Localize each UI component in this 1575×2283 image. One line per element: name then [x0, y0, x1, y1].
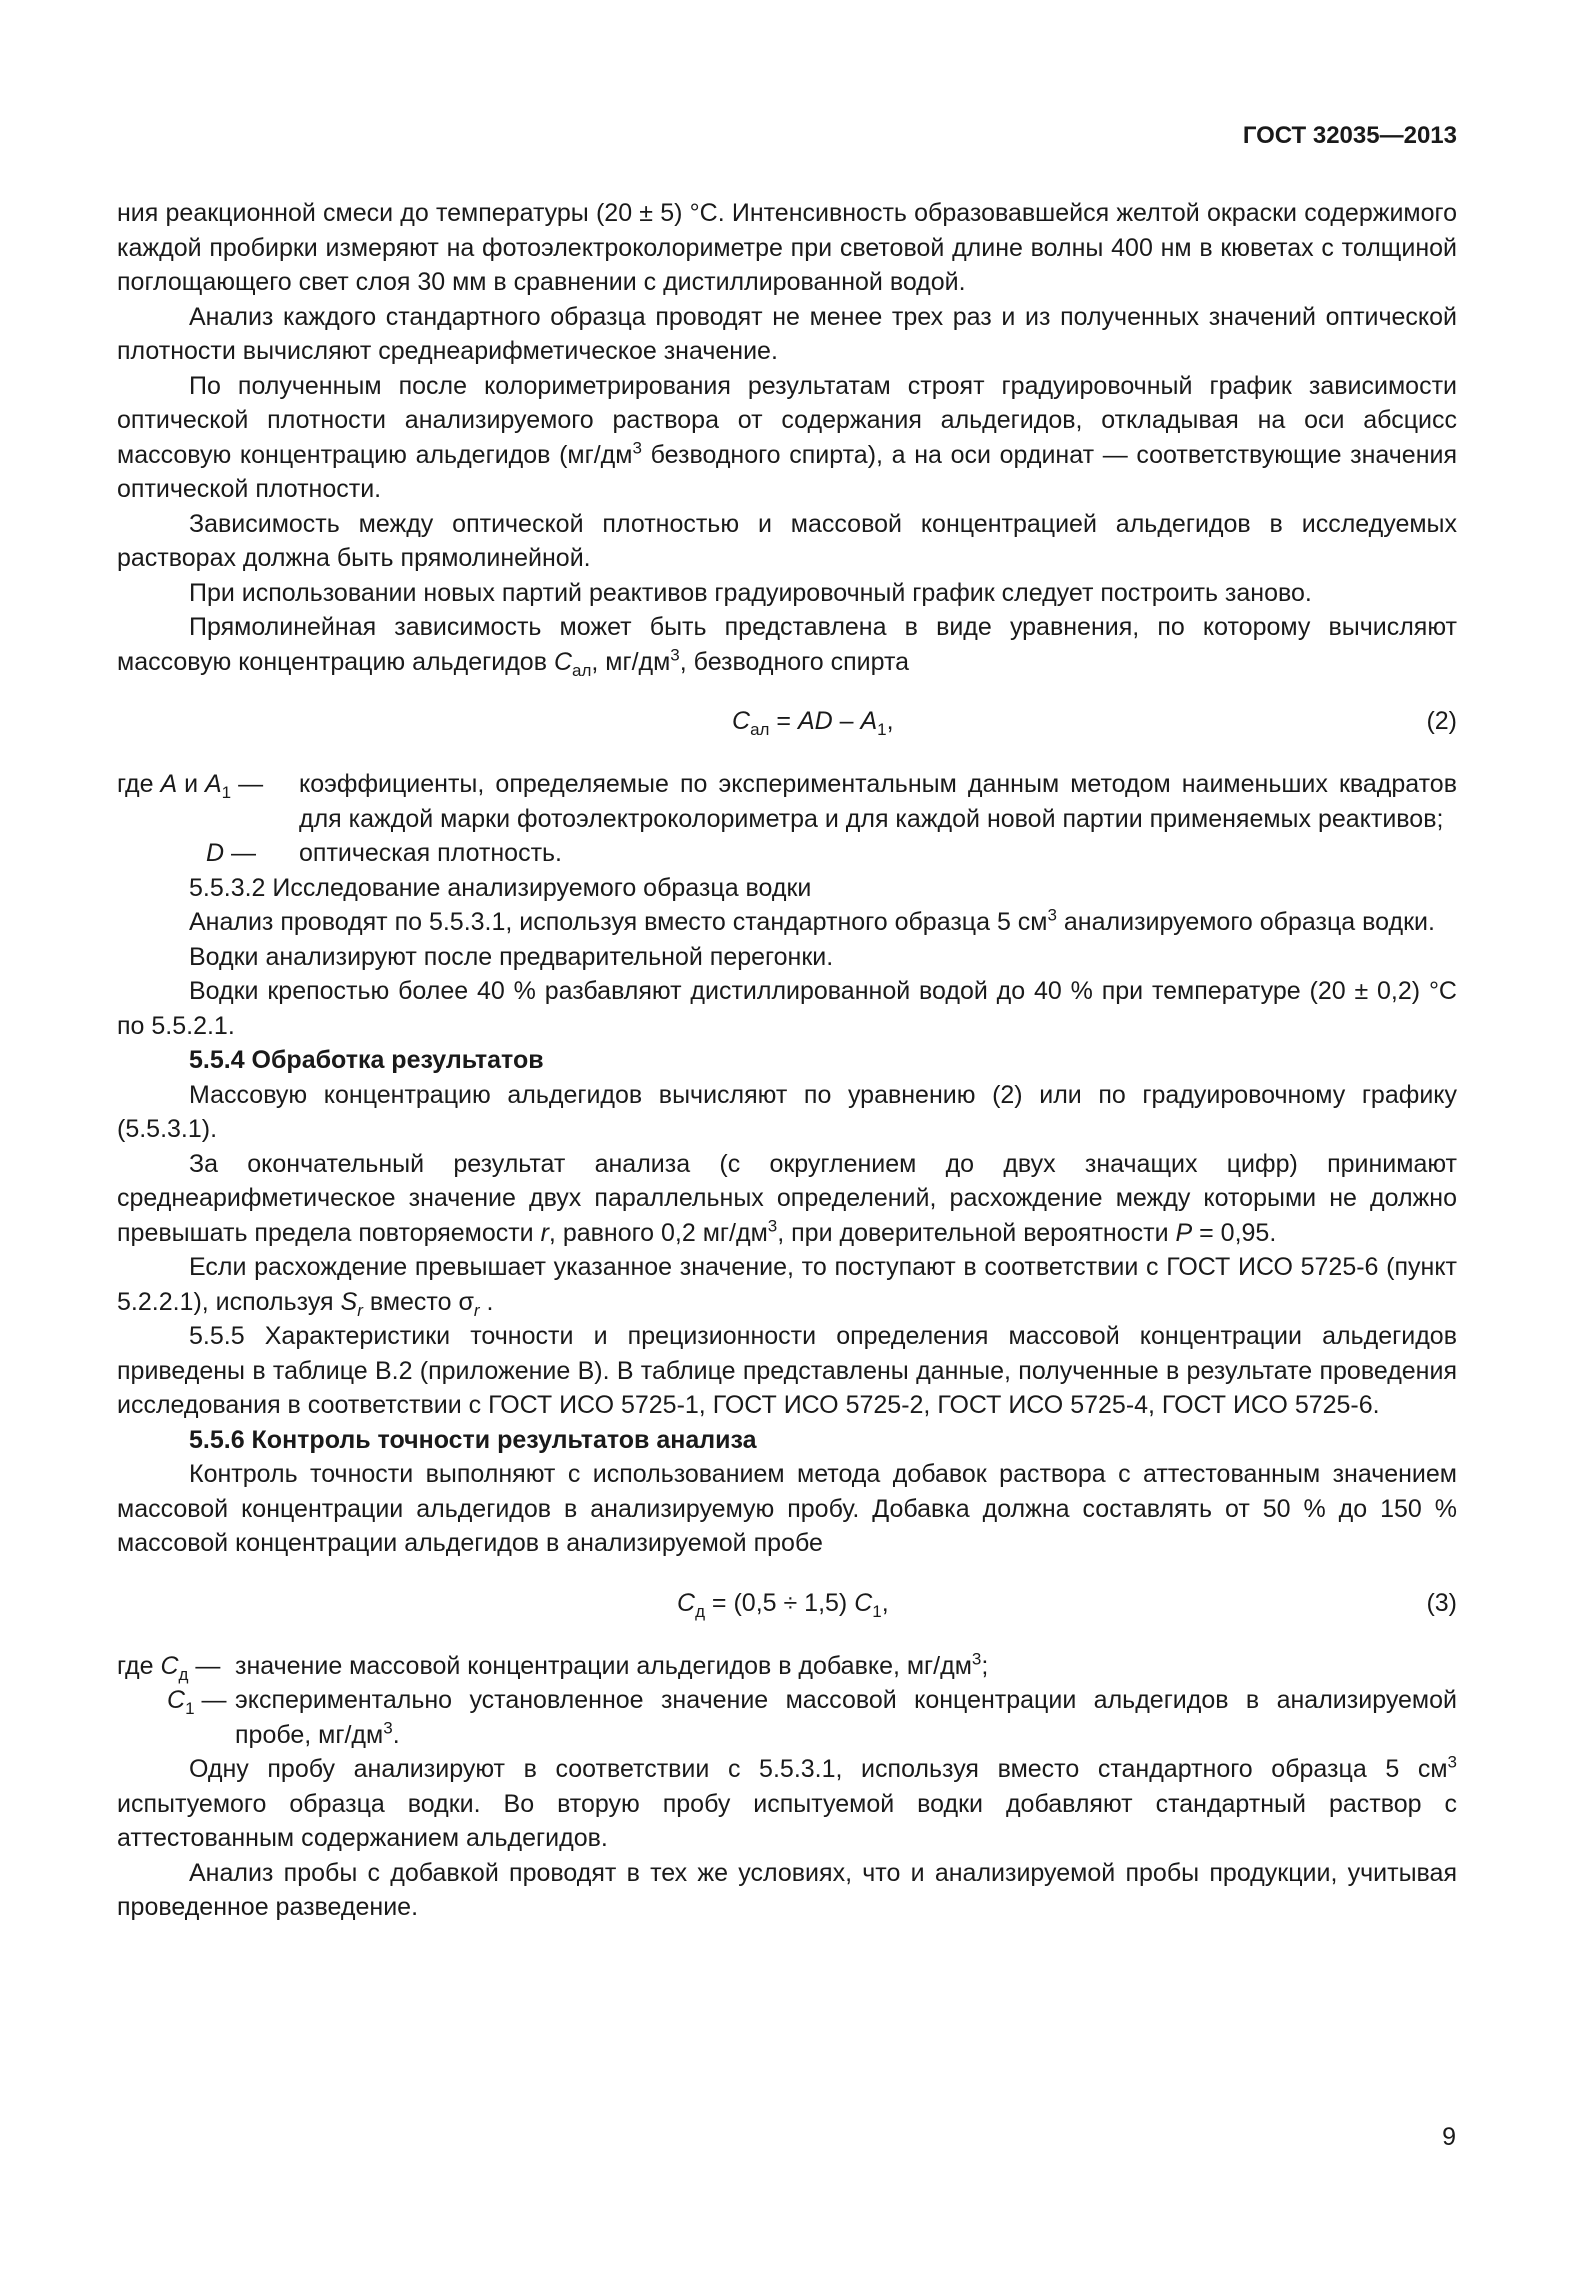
paragraph: Массовую концентрацию альдегидов вычисляют по уравнению (2) или по градуировочному графику (5.5.3.1).: [117, 1080, 1457, 1143]
section-heading-554: 5.5.4 Обработка результатов: [189, 1046, 544, 1074]
paragraph: При использовании новых партий реактивов градуировочный график следует построить заново.: [189, 578, 1312, 607]
where-text: экспериментально установленное значение массовой концентрации альдегидов в анализируемой пробе, $мг/дм^3$.: [235, 1686, 1457, 1749]
equation-3: [117, 1577, 1457, 1633]
equation-2-formula: $C_{ал}$ = AD – $A_1$,: [732, 707, 894, 739]
paragraph: Анализ проводят по 5.5.3.1, используя вместо стандартного образца 5 $см^3$ анализируемого образца водки.: [189, 905, 1435, 936]
where-text: коэффициенты, определяемые по экспериментальным данным методом наименьших квадратов для каждой марки фотоэлектроколориметра и для каждой новой партии применяемых реактивов;: [299, 770, 1457, 833]
paragraph: Водки анализируют после предварительной перегонки.: [189, 942, 834, 971]
equation-3-formula: $C_д = (0,5 \div 1,5)$ $C_1$,: [677, 1588, 889, 1621]
paragraph: По полученным после колориметрирования результатам строят градуировочный график зависимости оптической плотности анализируемого раствора от содержания альдегидов, откладывая на оси абсцисс массовую концентрацию альдегидов ($мг/дм^3$ безводного спирта), а на оси ординат — соответствующие значения оптической плотности.: [117, 371, 1458, 503]
where-label: где $C_д$ —: [117, 1651, 221, 1684]
document-header: ГОСТ 32035—2013: [1242, 122, 1457, 149]
where-label: $C_1$ —: [167, 1686, 227, 1718]
equation-2-number: (2): [1426, 707, 1457, 735]
where-text: значение массовой концентрации альдегидов в добавке, $мг/дм^3$;: [235, 1649, 989, 1680]
section-5532: 5.5.3.2 Исследование анализируемого образца водки: [189, 873, 812, 902]
paragraph: Одну пробу анализируют в соответствии с 5.5.3.1, используя вместо стандартного образца 5 $см^3$ испытуемого образца водки. Во вторую пробу испытуемой водки добавляют стандартный раствор с аттестованным содержанием альдегидов.: [117, 1752, 1457, 1852]
section-heading-556: 5.5.6 Контроль точности результатов анализа: [189, 1425, 757, 1454]
paragraph: Анализ каждого стандартного образца проводят не менее трех раз и из полученных значений оптической плотности вычисляют среднеарифметическое значение.: [117, 302, 1457, 365]
paragraph: Если расхождение превышает указанное значение, то поступают в соответствии с ГОСТ ИСО 5725-6 (пункт 5.2.2.1), используя $S_r$ вместо $\sigma_r$ .: [117, 1253, 1457, 1320]
where-label: где A и $A_1$ —: [117, 770, 264, 802]
where-item: [117, 836, 1457, 871]
paragraph: 5.5.5 Характеристики точности и прецизионности определения массовой концентрации альдегидов приведены в таблице В.2 (приложение В). В таблице представлены данные, полученные в результате проведения исследования в соответствии с ГОСТ ИСО 5725-1, ГОСТ ИСО 5725-2, ГОСТ ИСО 5725-4, ГОСТ ИСО 5725-6.: [117, 1322, 1457, 1419]
where-label: D —: [206, 839, 257, 867]
paragraph: Анализ пробы с добавкой проводят в тех же условиях, что и анализируемой пробы продукции, учитывая проведенное разведение.: [117, 1858, 1457, 1921]
equation-2: [117, 695, 1457, 751]
equation-3-number: (3): [1426, 1588, 1457, 1617]
where-item: [117, 1649, 1457, 1684]
paragraph: Контроль точности выполняют с использованием метода добавок раствора с аттестованным значением массовой концентрации альдегидов в анализируемую пробу. Добавка должна составлять от 50 % до 150 % массовой концентрации альдегидов в анализируемой пробе: [117, 1460, 1457, 1557]
where-item: [117, 1683, 1457, 1752]
where-item: [117, 767, 1457, 836]
page-number: 9: [1442, 2123, 1456, 2151]
paragraph: Зависимость между оптической плотностью и массовой концентрацией альдегидов в исследуемых растворах должна быть прямолинейной.: [117, 509, 1457, 572]
paragraph: Прямолинейная зависимость может быть представлена в виде уравнения, по которому вычисляют массовую концентрацию альдегидов $C_{ал}$, $мг/дм^3$, безводного спирта: [117, 613, 1457, 680]
paragraph: За окончательный результат анализа (с округлением до двух значащих цифр) принимают среднеарифметическое значение двух параллельных определений, расхождение между которыми не должно превышать предела повторяемости r, равного 0,2 $мг/дм^3$, при доверительной вероятности P = 0,95.: [117, 1149, 1457, 1247]
body-text: [117, 196, 1457, 1925]
paragraph: Водки крепостью более 40 % разбавляют дистиллированной водой до 40 % при температуре (20 ± 0,2) °С по 5.5.2.1.: [117, 977, 1457, 1040]
paragraph: ния реакционной смеси до температуры (20 ± 5) °С. Интенсивность образовавшейся желтой окраски содержимого каждой пробирки измеряют на фотоэлектроколориметре при световой длине волны 400 нм в кюветах с толщиной поглощающего свет слоя 30 мм в сравнении с дистиллированной водой.: [117, 199, 1457, 296]
where-text: оптическая плотность.: [299, 839, 563, 867]
